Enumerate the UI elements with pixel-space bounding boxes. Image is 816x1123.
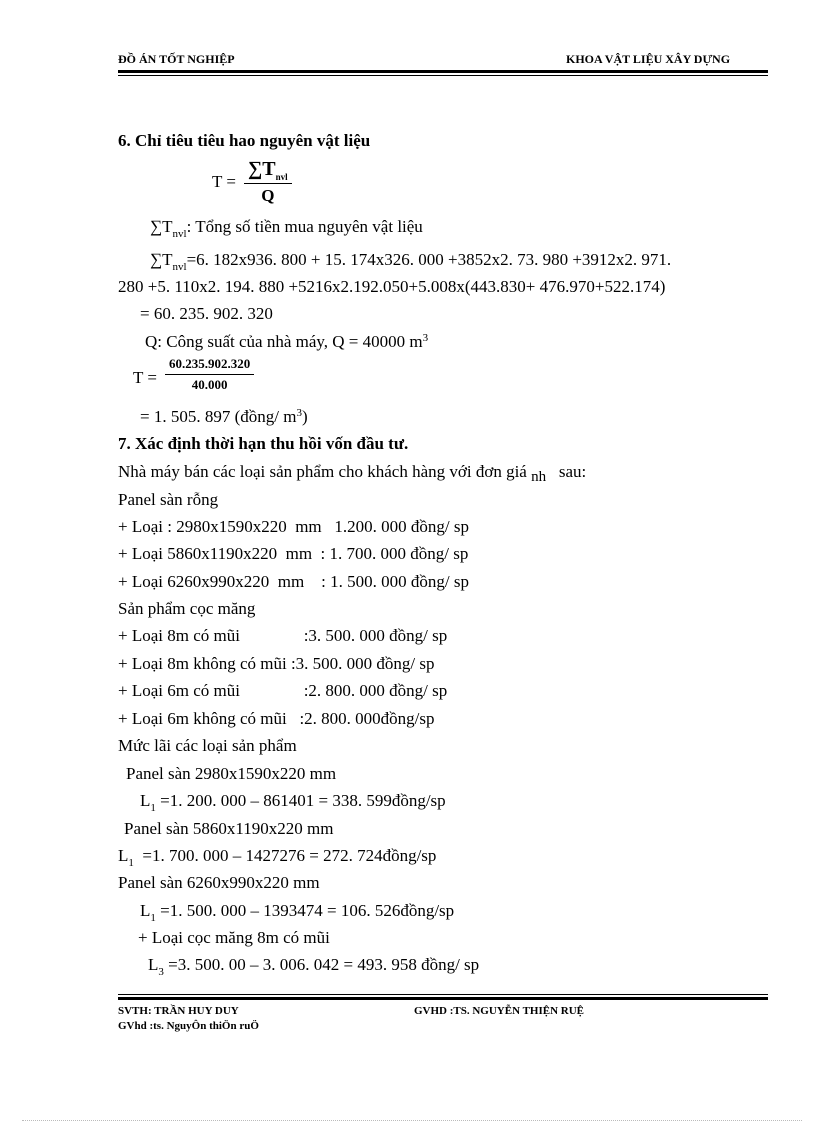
t-calc-lhs: T = xyxy=(133,368,157,387)
panel-item: + Loại 5860x1190x220 mm : 1. 700. 000 đồng/ sp xyxy=(118,544,469,563)
section7-title: 7. Xác định thời hạn thu hồi vốn đầu tư. xyxy=(118,434,409,453)
tnvl-calc-line2: 280 +5. 110x2. 194. 880 +5216x2.192.050+5.008x(443.830+ 476.970+522.174) xyxy=(118,277,666,296)
formula-denominator: Q xyxy=(261,186,275,205)
tnvl-definition: $\sum T_{nvl}$: Tổng số tiền mua nguyên vật liệu xyxy=(150,217,423,240)
section6-title: 6. Chỉ tiêu tiêu hao nguyên vật liệu xyxy=(118,131,371,150)
panel-item: + Loại 6260x990x220 mm : 1. 500. 000 đồng/ sp xyxy=(118,572,469,591)
pile-item: + Loại 6m có mũi :2. 800. 000 đồng/ sp xyxy=(118,681,448,700)
profit-panel2-label: Panel sàn 5860x1190x220 mm xyxy=(124,819,334,838)
footer-rule-thin xyxy=(118,994,768,995)
t-calc-fraction xyxy=(165,356,254,393)
profit-panel2-calc: $L_1 =1$. 700. 000 – 1427276 = 272. 724đồng/sp xyxy=(118,846,437,869)
profit-pile-calc: $L_3 =3$. 500. 00 – 3. 006. 042 = 493. 958 đồng/ sp xyxy=(148,955,480,978)
profit-panel3-calc: $L_1 =1$. 500. 000 – 1393474 = 106. 526đồng/sp xyxy=(140,901,455,924)
formula-lhs: T = xyxy=(212,172,236,191)
panel-heading: Panel sàn rỗng xyxy=(118,490,219,509)
pile-item: + Loại 8m không có mũi :3. 500. 000 đồng/ sp xyxy=(118,654,435,673)
tnvl-calc-line1: $\sum T_{nvl}=6$. 182x936. 800 + 15. 174x326. 000 +3852x2. 73. 980 +3912x2. 971. xyxy=(150,250,672,273)
header-rule-thin xyxy=(118,75,768,76)
header-left: ĐỒ ÁN TỐT NGHIỆP xyxy=(118,52,235,66)
formula-numerator: $\sum T_{nvl}$ xyxy=(244,158,292,184)
t-calc-numerator: 60.235.902.320 xyxy=(165,356,254,375)
pile-item: + Loại 6m không có mũi :2. 800. 000đồng/sp xyxy=(118,709,435,728)
footer-rule-thick xyxy=(118,997,768,1000)
profit-panel3-label: Panel sàn 6260x990x220 mm xyxy=(118,873,320,892)
footer-advisor-garbled: GVhd :ts. NguyÔn thiÖn ruÖ xyxy=(118,1020,259,1032)
pile-heading: Sản phẩm cọc măng xyxy=(118,599,256,618)
profit-panel1-label: Panel sàn 2980x1590x220 mm xyxy=(126,764,337,783)
profit-pile-label: + Loại cọc măng 8m có mũi xyxy=(138,928,330,947)
t-calc-result: = 1. 505. 897 (đồng/ $m^3$) xyxy=(140,407,308,426)
section7-intro: Nhà máy bán các loại sản phẩm cho khách hàng với đơn giá nh sau: xyxy=(118,462,587,485)
profit-panel1-calc: $L_1 =1$. 200. 000 – 861401 = 338. 599đồng/sp xyxy=(140,791,446,814)
footer-student: SVTH: TRẦN HUY DUY xyxy=(118,1005,239,1017)
formula-fraction xyxy=(244,158,292,206)
header-right: KHOA VẬT LIỆU XÂY DỰNG xyxy=(566,52,731,66)
tnvl-calc-result: = 60. 235. 902. 320 xyxy=(140,304,273,323)
footer-advisor: GVHD :TS. NGUYỄN THIỆN RUỆ xyxy=(414,1005,585,1017)
page-bottom-dotted-border xyxy=(22,1120,802,1121)
capacity-line: Q: Công suất của nhà máy, Q = 40000 $m^3$ xyxy=(145,332,429,351)
t-calc-denominator: 40.000 xyxy=(191,377,228,392)
profit-heading: Mức lãi các loại sản phẩm xyxy=(118,736,297,755)
panel-item: + Loại : 2980x1590x220 mm 1.200. 000 đồng/ sp xyxy=(118,517,469,536)
pile-item: + Loại 8m có mũi :3. 500. 000 đồng/ sp xyxy=(118,626,448,645)
header-rule-thick xyxy=(118,70,768,73)
